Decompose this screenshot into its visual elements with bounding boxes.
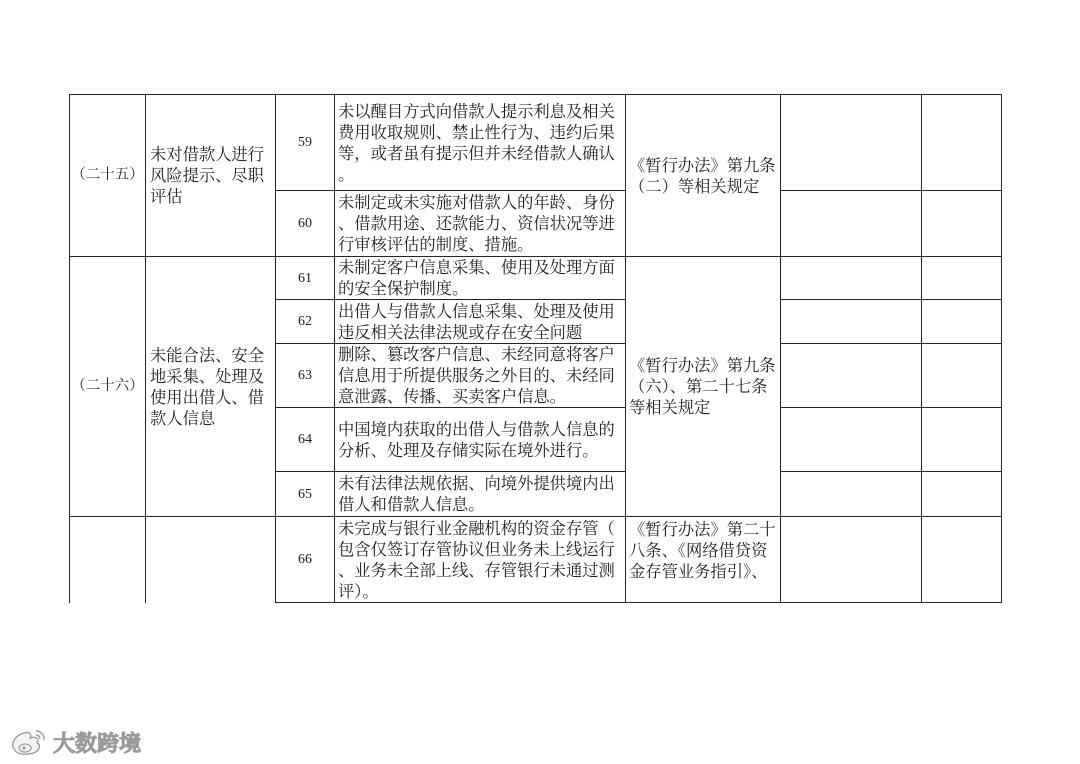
weibo-logo-icon — [8, 727, 50, 757]
watermark-text: 大数跨境 — [53, 731, 142, 757]
item-number: 66 — [276, 517, 335, 603]
watermark — [8, 726, 141, 758]
empty-cell — [781, 300, 922, 344]
issue-description: 未对借款人进行风险提示、尽职评估 — [146, 95, 276, 257]
empty-cell — [781, 472, 922, 517]
item-number: 65 — [276, 472, 335, 517]
regulatory-basis: 《暂行办法》第九条（六）、第二十七条等相关规定 — [626, 257, 781, 517]
empty-cell — [922, 408, 1002, 472]
issue-description — [146, 517, 276, 603]
section-number: （二十五） — [70, 95, 146, 257]
regulatory-basis: 《暂行办法》第二十八条、《网络借贷资金存管业务指引》、 — [626, 517, 781, 603]
empty-cell — [922, 95, 1002, 191]
item-detail: 未制定或未实施对借款人的年龄、身份、借款用途、还款能力、资信状况等进行审核评估的制度、措施。 — [335, 191, 626, 257]
table-row — [70, 517, 1002, 603]
item-number: 59 — [276, 95, 335, 191]
item-number: 60 — [276, 191, 335, 257]
item-detail: 未完成与银行业金融机构的资金存管（包含仅签订存管协议但业务未上线运行、业务未全部上线、存管银行未通过测评）。 — [335, 517, 626, 603]
item-detail: 未有法律法规依据、向境外提供境内出借人和借款人信息。 — [335, 472, 626, 517]
empty-cell — [922, 300, 1002, 344]
item-detail: 未以醒目方式向借款人提示利息及相关费用收取规则、禁止性行为、违约后果等，或者虽有提示但并未经借款人确认。 — [335, 95, 626, 191]
issue-description: 未能合法、安全地采集、处理及使用出借人、借款人信息 — [146, 257, 276, 517]
table-row — [70, 95, 1002, 191]
regulatory-basis: 《暂行办法》第九条（二）等相关规定 — [626, 95, 781, 257]
section-number — [70, 517, 146, 603]
item-number: 61 — [276, 257, 335, 300]
empty-cell — [781, 191, 922, 257]
section-number: （二十六） — [70, 257, 146, 517]
item-detail: 中国境内获取的出借人与借款人信息的分析、处理及存储实际在境外进行。 — [335, 408, 626, 472]
table-row — [70, 257, 1002, 300]
empty-cell — [922, 517, 1002, 603]
empty-cell — [922, 191, 1002, 257]
empty-cell — [781, 344, 922, 408]
empty-cell — [781, 408, 922, 472]
item-detail: 删除、篡改客户信息、未经同意将客户信息用于所提供服务之外目的、未经同意泄露、传播、买卖客户信息。 — [335, 344, 626, 408]
item-number: 63 — [276, 344, 335, 408]
empty-cell — [781, 95, 922, 191]
empty-cell — [781, 257, 922, 300]
item-detail: 未制定客户信息采集、使用及处理方面的安全保护制度。 — [335, 257, 626, 300]
empty-cell — [781, 517, 922, 603]
empty-cell — [922, 472, 1002, 517]
empty-cell — [922, 344, 1002, 408]
item-detail: 出借人与借款人信息采集、处理及使用违反相关法律法规或存在安全问题 — [335, 300, 626, 344]
checklist-table — [69, 94, 1002, 603]
item-number: 64 — [276, 408, 335, 472]
empty-cell — [922, 257, 1002, 300]
item-number: 62 — [276, 300, 335, 344]
